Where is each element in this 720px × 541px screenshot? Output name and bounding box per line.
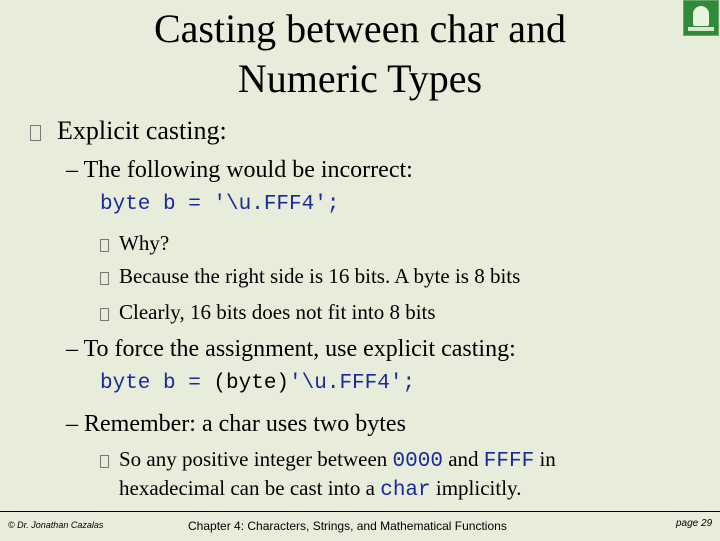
inline-code: char xyxy=(380,479,431,502)
bullet-text: and xyxy=(442,447,484,471)
slide-footer xyxy=(0,511,720,541)
logo-emblem xyxy=(693,6,709,26)
bullet-text: So any positive integer between xyxy=(119,447,393,471)
bullet-box-icon xyxy=(100,455,109,468)
bullet-box-icon xyxy=(100,239,109,252)
code-part: '\u.FFF4'; xyxy=(289,372,416,395)
title-line-2: Numeric Types xyxy=(237,56,483,101)
inline-code: 0000 xyxy=(392,450,443,473)
code-line-1: byte b = '\u.FFF4'; xyxy=(100,193,340,216)
bullet-because xyxy=(100,264,520,289)
code-part: byte b = xyxy=(100,372,214,395)
subbullet-remember: – Remember: a char uses two bytes xyxy=(66,411,406,437)
university-logo-icon xyxy=(683,0,719,36)
logo-band xyxy=(688,27,714,31)
slide-title xyxy=(110,4,610,104)
code-cast: (byte) xyxy=(213,372,290,395)
bullet-text: hexadecimal can be cast into a xyxy=(119,476,381,500)
footer-chapter: Chapter 4: Characters, Strings, and Mathematical Functions xyxy=(188,519,507,533)
bullet-explicit-casting xyxy=(30,116,227,146)
bullet-clearly xyxy=(100,300,436,325)
bullet-text: implicitly. xyxy=(430,476,522,500)
bullet-positive-cont xyxy=(119,476,521,502)
footer-author: © Dr. Jonathan Cazalas xyxy=(8,520,104,530)
bullet-why xyxy=(100,231,169,256)
title-line-1: Casting between char and xyxy=(153,6,567,51)
bullet-box-icon xyxy=(30,125,41,141)
bullet-text: Clearly, 16 bits does not fit into 8 bits xyxy=(119,300,436,324)
bullet-positive xyxy=(100,447,556,473)
subbullet-force: – To force the assignment, use explicit casting: xyxy=(66,336,516,362)
subbullet-incorrect: – The following would be incorrect: xyxy=(66,157,413,183)
bullet-box-icon xyxy=(100,308,109,321)
footer-page: page 29 xyxy=(676,518,713,529)
inline-code: FFFF xyxy=(483,450,535,473)
bullet-text: in xyxy=(534,447,556,471)
bullet-text: Why? xyxy=(119,231,170,255)
code-line-2 xyxy=(100,372,415,395)
bullet-text: Explicit casting: xyxy=(57,116,227,145)
bullet-text: Because the right side is 16 bits. A byte is 8 bits xyxy=(119,264,521,288)
bullet-box-icon xyxy=(100,272,109,285)
